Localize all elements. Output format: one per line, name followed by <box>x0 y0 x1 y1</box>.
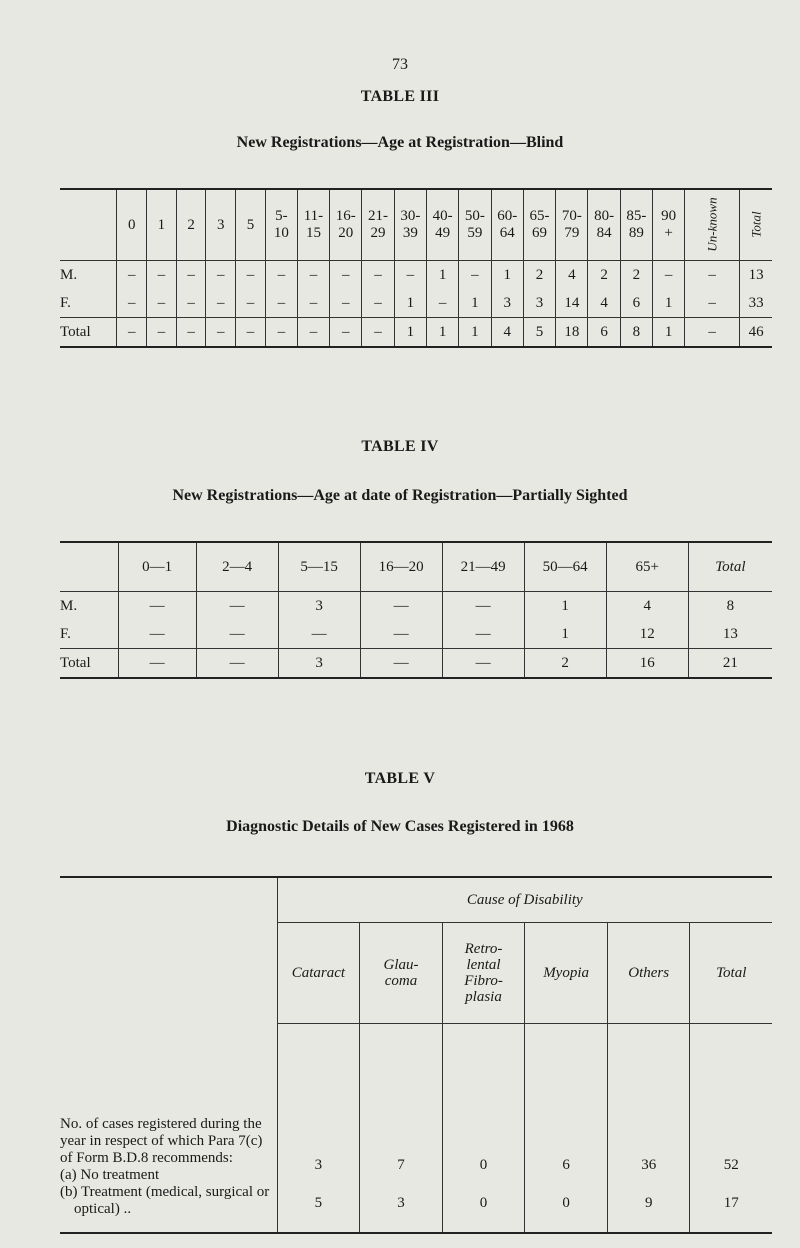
table3-cell: 4 <box>588 289 620 318</box>
table4-cell: — <box>442 649 524 679</box>
table4-cell: — <box>196 592 278 621</box>
table3-cell: 4 <box>491 318 523 348</box>
table3-subtitle: New Registrations—Age at Registration—Blind <box>236 134 564 151</box>
table3-header-cell: 1 <box>147 189 177 261</box>
table4-cell: 21 <box>688 649 772 679</box>
table3-cell: – <box>265 261 297 290</box>
table4-row-label: M. <box>60 597 78 614</box>
table4-subtitle: New Registrations—Age at date of Registration—Partially Sighted <box>172 487 628 504</box>
table3-cell: – <box>362 289 394 318</box>
table3-cell: 1 <box>653 318 685 348</box>
table3-cell: – <box>459 261 491 290</box>
table3-header-cell: 70- 79 <box>556 189 588 261</box>
table3-cell: – <box>176 318 206 348</box>
table4-cell: 1 <box>524 592 606 621</box>
table4-header-cell: 0—1 <box>118 542 196 592</box>
table3-header-cell: 3 <box>206 189 236 261</box>
table5-cell: 0 <box>562 1195 570 1211</box>
table3-cell: 6 <box>588 318 620 348</box>
table3-header-cell: 16- 20 <box>330 189 362 261</box>
table5-row-label-b: (b) Treatment (medical, surgical or optical) .. <box>60 1184 270 1217</box>
table3-cell: – <box>426 289 458 318</box>
table5-column-header: Others <box>607 923 690 1024</box>
table5-cell: 3 <box>314 1157 323 1173</box>
table3-cell: 3 <box>523 289 555 318</box>
table3 <box>60 188 772 348</box>
table5 <box>60 876 772 1234</box>
table4 <box>60 541 772 679</box>
table5-title: TABLE V <box>364 770 436 787</box>
table5-column-header: Retro- lental Fibro- plasia <box>442 923 525 1024</box>
table3-cell: – <box>685 289 740 318</box>
table5-description-cell <box>60 877 277 1233</box>
table5-cell: 17 <box>723 1195 739 1211</box>
table3-cell: 13 <box>740 261 772 290</box>
table5-value-column <box>525 1024 608 1234</box>
table4-cell: — <box>118 649 196 679</box>
table5-value-column <box>607 1024 690 1234</box>
table3-cell: – <box>236 261 266 290</box>
table3-cell: 1 <box>459 289 491 318</box>
table3-cell: – <box>330 261 362 290</box>
table5-column-header: Myopia <box>525 923 608 1024</box>
table3-cell: – <box>653 261 685 290</box>
table3-cell: – <box>117 261 147 290</box>
table4-cell: 3 <box>278 649 360 679</box>
table3-header-cell: Un-known <box>685 189 740 261</box>
table3-cell: – <box>206 318 236 348</box>
table3-row <box>60 261 772 290</box>
table3-row-label: M. <box>60 266 78 283</box>
table4-row <box>60 649 772 679</box>
table4-header-cell <box>60 542 118 592</box>
table4-cell: 13 <box>688 620 772 649</box>
table3-cell: 1 <box>653 289 685 318</box>
table3-cell: – <box>330 289 362 318</box>
table3-cell: 2 <box>620 261 652 290</box>
table3-header-cell: 80- 84 <box>588 189 620 261</box>
table3-cell: 2 <box>523 261 555 290</box>
table4-header-cell: 2—4 <box>196 542 278 592</box>
table5-cell: 7 <box>397 1157 405 1173</box>
table4-cell: — <box>360 649 442 679</box>
table3-cell: – <box>147 289 177 318</box>
table3-cell: – <box>147 261 177 290</box>
table3-cell: – <box>394 261 426 290</box>
table5-column-header: Cataract <box>277 923 360 1024</box>
table3-cell: – <box>206 289 236 318</box>
table3-cell: – <box>176 261 206 290</box>
table4-row-label: Total <box>60 649 118 679</box>
table4-cell: — <box>442 592 524 621</box>
table3-header-cell: 50- 59 <box>459 189 491 261</box>
table3-cell: 14 <box>556 289 588 318</box>
table5-value-column <box>277 1024 360 1234</box>
table4-cell: — <box>360 592 442 621</box>
table3-cell: 8 <box>620 318 652 348</box>
table3-cell: – <box>265 289 297 318</box>
table4-header-cell: 65+ <box>606 542 688 592</box>
table4-header-cell: 16—20 <box>360 542 442 592</box>
table3-cell: 18 <box>556 318 588 348</box>
table3-cell: – <box>206 261 236 290</box>
table4-title: TABLE IV <box>361 438 439 455</box>
table3-cell: 3 <box>491 289 523 318</box>
table3-cell: – <box>297 261 329 290</box>
table3-row <box>60 318 772 348</box>
table5-value-column <box>360 1024 443 1234</box>
table4-cell: 2 <box>524 649 606 679</box>
table3-cell: 2 <box>588 261 620 290</box>
table3-row-label: Total <box>60 318 117 348</box>
table3-header-cell: 2 <box>176 189 206 261</box>
table3-cell: 5 <box>523 318 555 348</box>
table5-cell: 36 <box>641 1157 657 1173</box>
table3-cell: 46 <box>740 318 772 348</box>
table4-header-cell: Total <box>688 542 772 592</box>
table3-header-cell: 85- 89 <box>620 189 652 261</box>
table5-row-label-a: (a) No treatment <box>60 1167 160 1183</box>
table4-header-cell: 50—64 <box>524 542 606 592</box>
table3-header-cell: 0 <box>117 189 147 261</box>
table3-title: TABLE III <box>360 88 440 105</box>
table3-cell: – <box>117 289 147 318</box>
table4-row <box>60 620 772 649</box>
table4-header-cell: 21—49 <box>442 542 524 592</box>
table3-header-cell: 40- 49 <box>426 189 458 261</box>
table3-cell: – <box>297 318 329 348</box>
table3-cell: 4 <box>556 261 588 290</box>
table3-cell: 1 <box>426 318 458 348</box>
table3-cell: 33 <box>740 289 772 318</box>
table3-cell: 1 <box>394 289 426 318</box>
table3-header-cell: 65- 69 <box>523 189 555 261</box>
table3-header-cell: 5 <box>236 189 266 261</box>
table3-cell: – <box>117 318 147 348</box>
table5-subtitle: Diagnostic Details of New Cases Registered in 1968 <box>226 818 574 835</box>
table3-header-cell: 60- 64 <box>491 189 523 261</box>
table3-cell: – <box>176 289 206 318</box>
table3-row <box>60 289 772 318</box>
table4-cell: — <box>118 592 196 621</box>
table3-cell: – <box>685 318 740 348</box>
table5-value-column <box>690 1024 772 1234</box>
table5-cell: 9 <box>644 1195 653 1211</box>
table4-row <box>60 592 772 621</box>
table3-cell: – <box>330 318 362 348</box>
table4-cell: — <box>196 649 278 679</box>
table3-header-cell <box>60 189 117 261</box>
table3-cell: – <box>236 318 266 348</box>
table3-cell: 1 <box>459 318 491 348</box>
table5-value-column <box>442 1024 525 1234</box>
page-number: 73 <box>392 56 408 73</box>
table4-cell: — <box>360 620 442 649</box>
table5-cell: 5 <box>314 1195 323 1211</box>
table4-cell: — <box>442 620 524 649</box>
table5-cell: 0 <box>479 1195 488 1211</box>
table5-column-header: Total <box>690 923 772 1024</box>
table5-column-header: Glau- coma <box>360 923 443 1024</box>
table5-cell: 52 <box>723 1157 739 1173</box>
table4-cell: — <box>118 620 196 649</box>
table5-cause-header: Cause of Disability <box>277 877 772 923</box>
table4-header-cell: 5—15 <box>278 542 360 592</box>
table3-cell: – <box>362 318 394 348</box>
table5-cell: 3 <box>397 1195 405 1211</box>
table3-cell: 1 <box>394 318 426 348</box>
table3-cell: – <box>685 261 740 290</box>
table3-cell: – <box>236 289 266 318</box>
table3-cell: – <box>297 289 329 318</box>
table3-cell: – <box>362 261 394 290</box>
table4-cell: 1 <box>524 620 606 649</box>
table4-cell: — <box>196 620 278 649</box>
table3-cell: 6 <box>620 289 652 318</box>
table4-cell: — <box>278 620 360 649</box>
table3-cell: 1 <box>491 261 523 290</box>
table4-cell: 12 <box>606 620 688 649</box>
table4-cell: 8 <box>688 592 772 621</box>
table3-cell: 1 <box>426 261 458 290</box>
table3-cell: – <box>265 318 297 348</box>
table5-description: No. of cases registered during the year in respect of which Para 7(c) of Form B.D.8 recommends: <box>60 1116 263 1166</box>
table3-cell: – <box>147 318 177 348</box>
table3-header-cell: Total <box>740 189 772 261</box>
table5-cell: 0 <box>479 1157 488 1173</box>
table4-cell: 4 <box>606 592 688 621</box>
table3-header-cell: 21- 29 <box>362 189 394 261</box>
table4-row-label: F. <box>60 625 71 642</box>
table3-header-cell: 30- 39 <box>394 189 426 261</box>
table4-cell: 16 <box>606 649 688 679</box>
table3-header-cell: 11- 15 <box>297 189 329 261</box>
table3-header-cell: 5- 10 <box>265 189 297 261</box>
table3-row-label: F. <box>60 294 71 311</box>
table4-cell: 3 <box>278 592 360 621</box>
table3-header-cell: 90 + <box>653 189 685 261</box>
table5-cell: 6 <box>562 1157 570 1173</box>
